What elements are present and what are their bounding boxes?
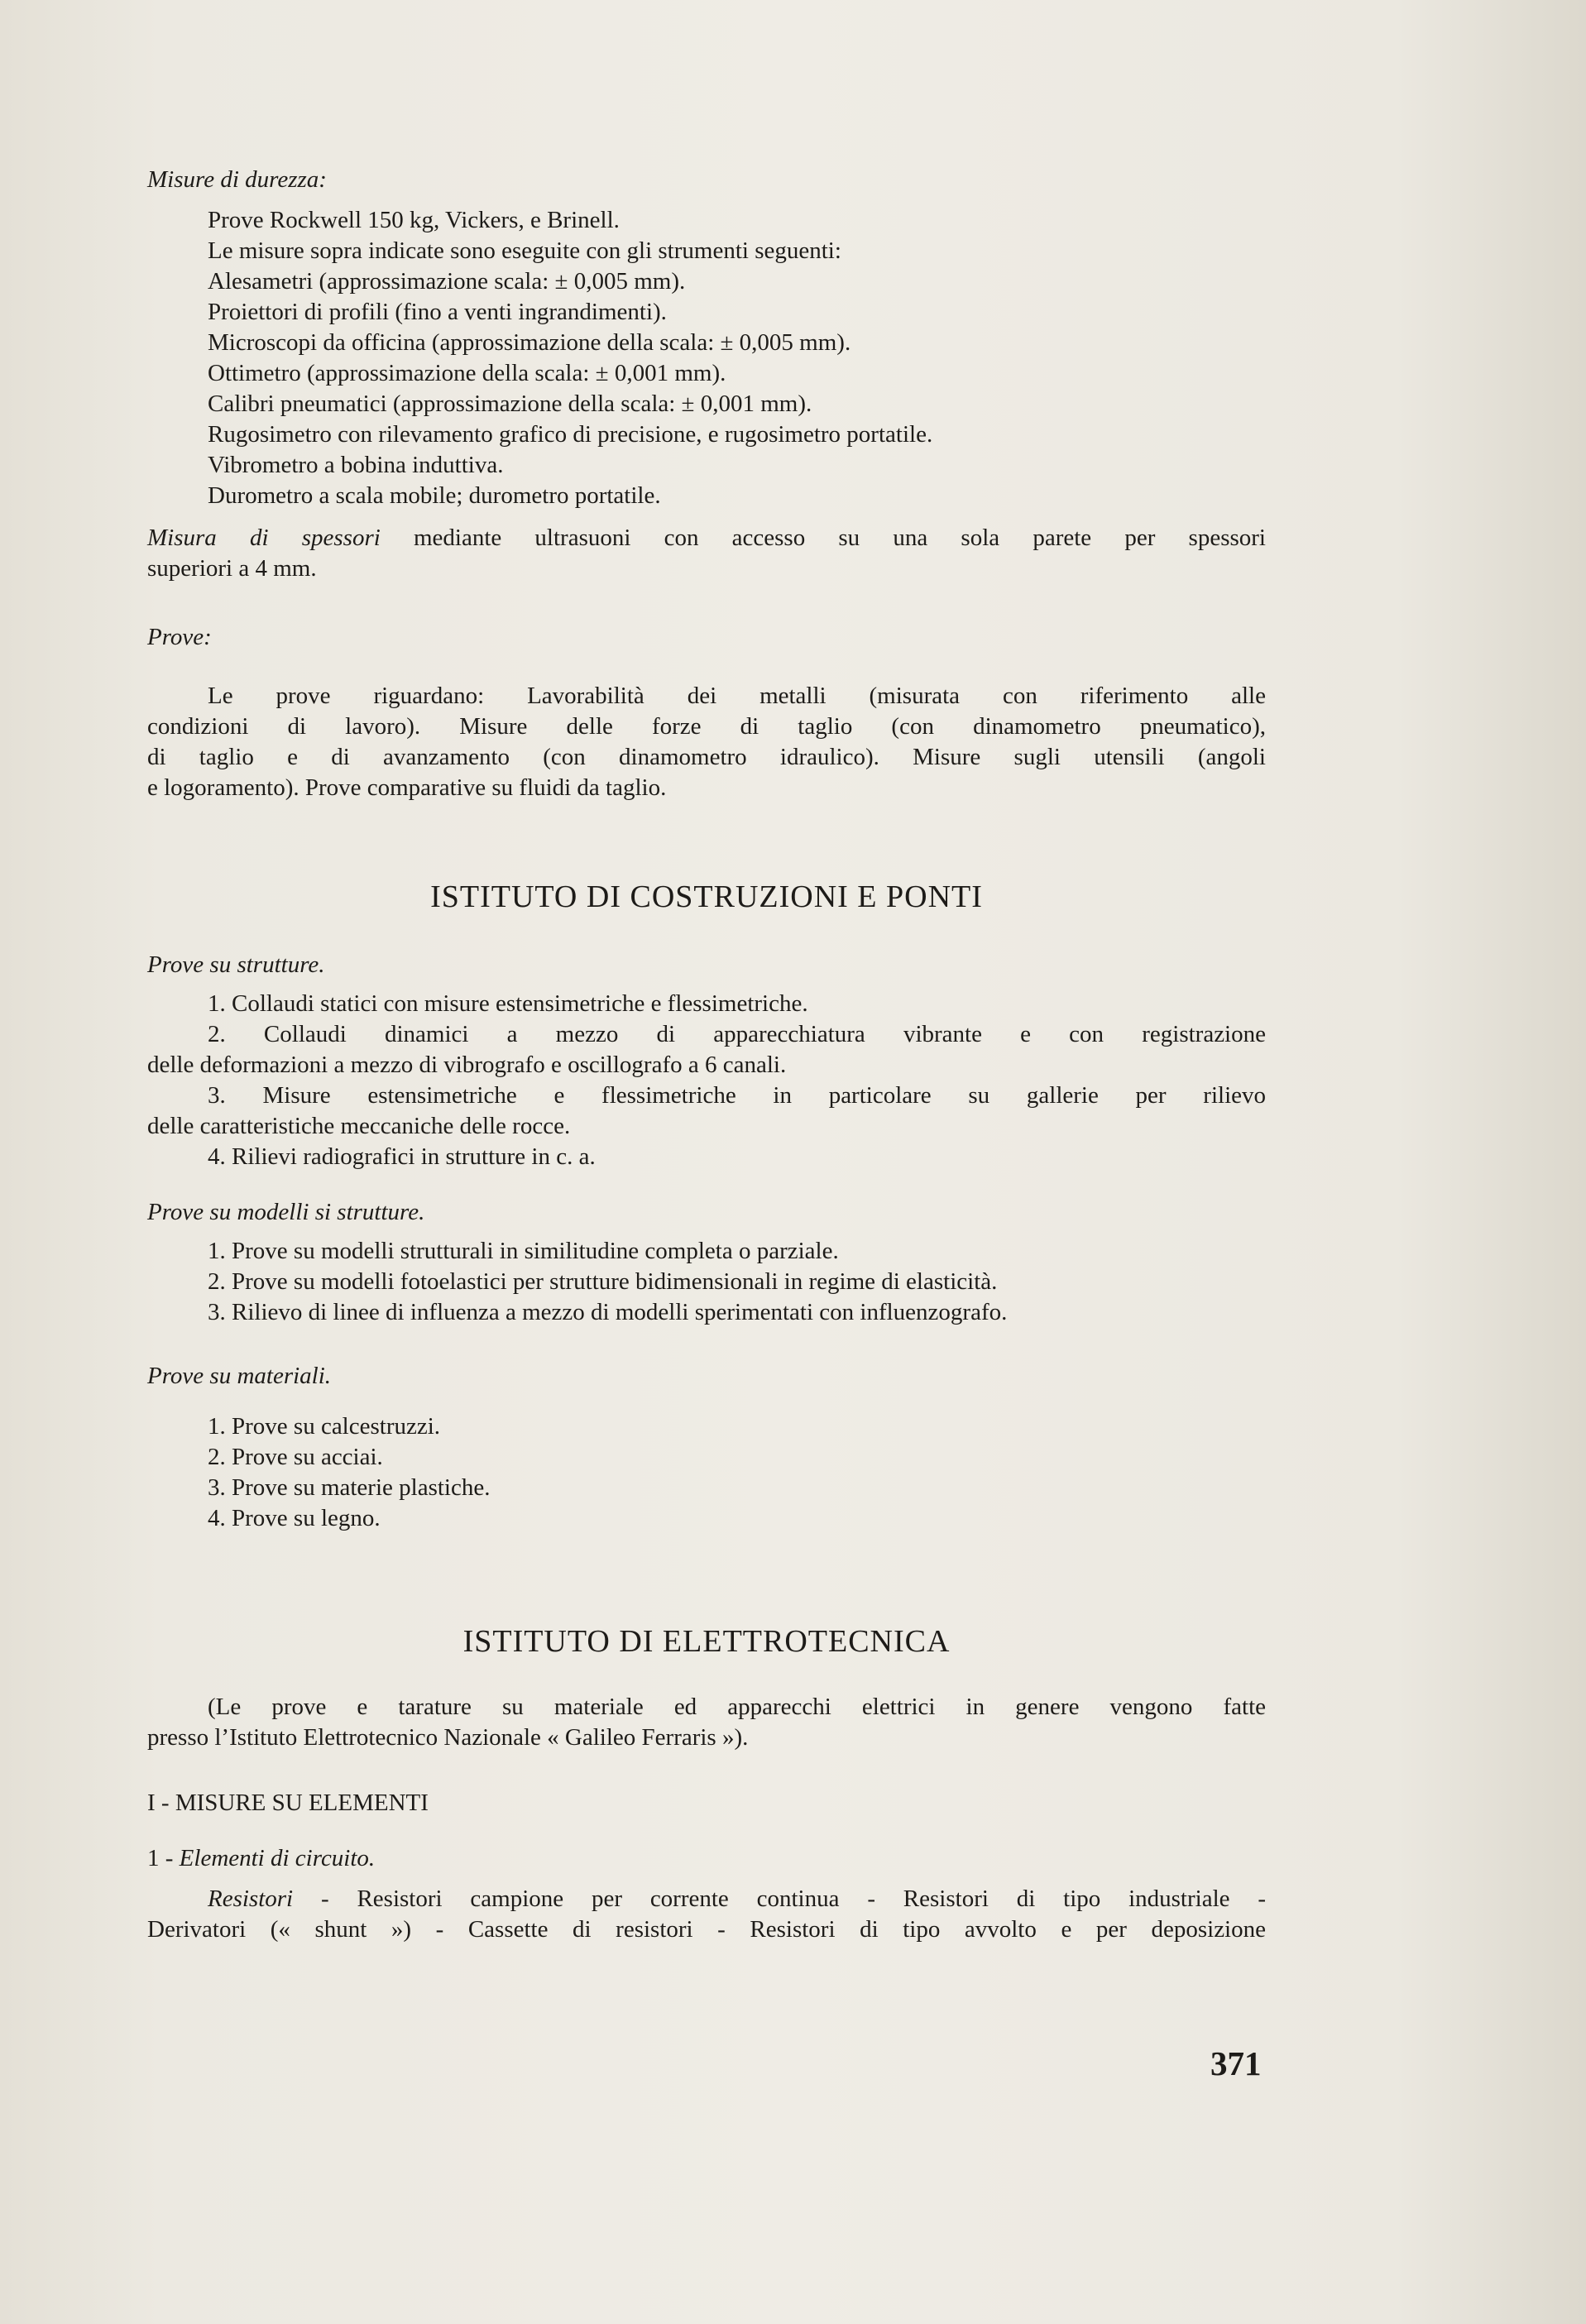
subsection-title: Elementi di circuito. [179, 1845, 376, 1871]
section-title-elettrotecnica: ISTITUTO DI ELETTROTECNICA [462, 1624, 951, 1659]
text-line: Derivatori (« shunt ») - Cassette di resistori - Resistori di tipo avvolto e per deposizione [147, 1916, 1266, 1943]
list-item: 3. Rilievo di linee di influenza a mezzo di modelli sperimentati con influenzografo. [208, 1299, 1008, 1325]
tests-heading: Prove: [147, 624, 212, 650]
resistors-line-1: - Resistori campione per corrente continua - Resistori di tipo industriale - [293, 1886, 1266, 1912]
text-line: Alesametri (approssimazione scala: ± 0,005 mm). [208, 268, 686, 295]
thickness-rest: mediante ultrasuoni con accesso su una sola parete per spessori [380, 525, 1266, 551]
list-item: 1. Prove su modelli strutturali in similitudine completa o parziale. [208, 1238, 839, 1264]
text-line: e logoramento). Prove comparative su fluidi da taglio. [147, 774, 667, 801]
models-list [147, 1236, 1266, 1328]
list-item: 2. Collaudi dinamici a mezzo di apparecchiatura vibrante e con registrazione [208, 1021, 1266, 1047]
subsection-heading [147, 1843, 1266, 1874]
text-line [147, 1884, 1266, 1914]
list-item: 3. Misure estensimetriche e flessimetriche in particolare su gallerie per rilievo [208, 1082, 1266, 1109]
text-line: Le misure sopra indicate sono eseguite con gli strumenti seguenti: [208, 237, 841, 264]
circuit-elements [147, 1843, 1266, 1945]
thickness-line-2: superiori a 4 mm. [147, 555, 317, 582]
list-item: 2. Prove su modelli fotoelastici per strutture bidimensionali in regime di elasticità. [208, 1268, 998, 1295]
structures-heading: Prove su strutture. [147, 951, 325, 978]
section-title-costruzioni: ISTITUTO DI COSTRUZIONI E PONTI [430, 879, 983, 914]
electro-intro [147, 1692, 1266, 1753]
list-item: 2. Prove su acciai. [208, 1444, 383, 1470]
tests-paragraph [147, 681, 1266, 803]
list-item: 4. Prove su legno. [208, 1505, 381, 1531]
list-item: 4. Rilievi radiografici in strutture in c. a. [208, 1143, 596, 1170]
thickness-italic: Misura di spessori [147, 525, 381, 551]
text-line: condizioni di lavoro). Misure delle forze di taglio (con dinamometro pneumatico), [147, 713, 1266, 740]
resistors-paragraph [147, 1884, 1266, 1945]
tests-section [147, 622, 1266, 803]
hardness-lines [147, 205, 1266, 511]
text-line: Proiettori di profili (fino a venti ingrandimenti). [208, 299, 667, 325]
text-line: Ottimetro (approssimazione della scala: ± 0,001 mm). [208, 360, 726, 386]
text-line: Calibri pneumatici (approssimazione della scala: ± 0,001 mm). [208, 391, 812, 417]
section-heading: I - MISURE SU ELEMENTI [147, 1790, 429, 1816]
list-item: 1. Prove su calcestruzzi. [208, 1413, 441, 1440]
text-line: Durometro a scala mobile; durometro portatile. [208, 482, 661, 509]
models-section [147, 1197, 1266, 1328]
resistors-italic: Resistori [208, 1886, 294, 1912]
text-line: Rugosimetro con rilevamento grafico di precisione, e rugosimetro portatile. [208, 421, 933, 448]
structures-section [147, 950, 1266, 1172]
text-line: Vibrometro a bobina induttiva. [208, 452, 504, 478]
text-line: Le prove riguardano: Lavorabilità dei metalli (misurata con riferimento alle [208, 683, 1266, 709]
materials-heading: Prove su materiali. [147, 1363, 332, 1389]
list-item: 3. Prove su materie plastiche. [208, 1474, 491, 1501]
thickness-section [147, 523, 1266, 584]
list-item-continuation: delle caratteristiche meccaniche delle rocce. [147, 1113, 571, 1139]
materials-list [147, 1411, 1266, 1534]
text-line: Prove Rockwell 150 kg, Vickers, e Brinell. [208, 207, 620, 233]
subsection-number: 1 - [147, 1845, 180, 1871]
list-item: 1. Collaudi statici con misure estensimetriche e flessimetriche. [208, 990, 808, 1017]
text-line: Microscopi da officina (approssimazione della scala: ± 0,005 mm). [208, 329, 851, 356]
thickness-line-1 [147, 523, 1266, 553]
list-item-continuation: delle deformazioni a mezzo di vibrografo e oscillografo a 6 canali. [147, 1052, 787, 1078]
text-line: presso l’Istituto Elettrotecnico Nazionale « Galileo Ferraris »). [147, 1724, 749, 1751]
structures-list [147, 989, 1266, 1172]
page-number: 371 [1210, 2044, 1262, 2082]
text-line: di taglio e di avanzamento (con dinamometro idraulico). Misure sugli utensili (angoli [147, 744, 1266, 770]
hardness-section [147, 165, 1266, 511]
hardness-heading: Misure di durezza: [147, 166, 327, 193]
materials-section [147, 1361, 1266, 1534]
models-heading: Prove su modelli si strutture. [147, 1199, 425, 1225]
electro-section-heading [147, 1788, 1266, 1818]
text-line: (Le prove e tarature su materiale ed apparecchi elettrici in genere vengono fatte [208, 1694, 1266, 1720]
